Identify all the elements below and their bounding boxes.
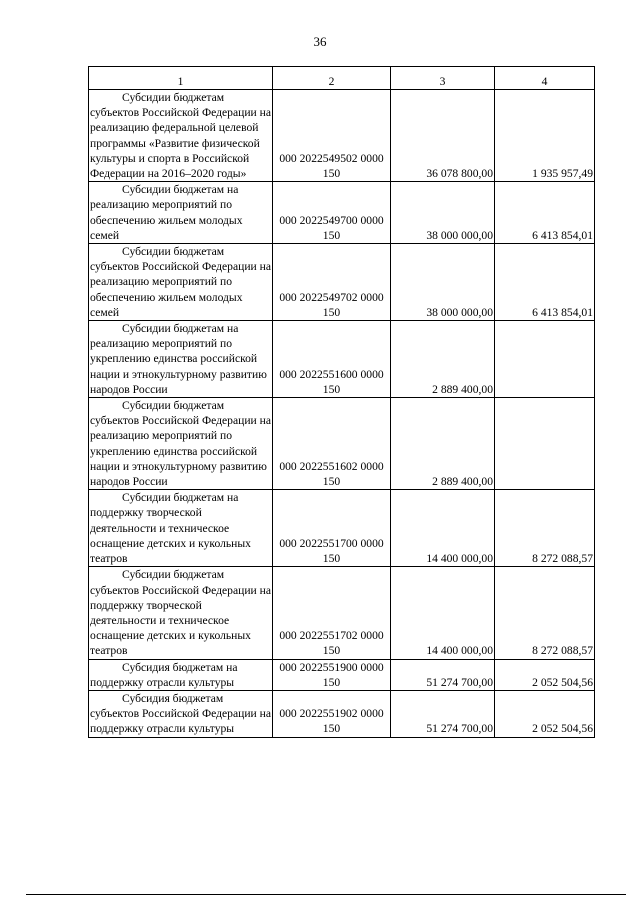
table-row	[89, 90, 595, 182]
row-code: 000 2022551702 0000 150	[273, 567, 391, 659]
row-code: 000 2022551700 0000 150	[273, 490, 391, 567]
row-code: 000 2022549702 0000 150	[273, 244, 391, 321]
row-name: Субсидии бюджетам субъектов Российской Федерации на реализацию федеральной целевой программы «Развитие физической культуры и спорта в Российской Федерации на 2016–2020 годы»	[90, 91, 271, 181]
table-row	[89, 567, 595, 659]
row-code: 000 2022551900 0000 150	[273, 659, 391, 690]
table-row	[89, 244, 595, 321]
row-planned: 51 274 700,00	[391, 659, 495, 690]
table-row	[89, 398, 595, 490]
row-planned: 2 889 400,00	[391, 321, 495, 398]
row-name: Субсидия бюджетам субъектов Российской Федерации на поддержку отрасли культуры	[90, 691, 271, 736]
row-executed: 2 052 504,56	[495, 659, 595, 690]
budget-table	[88, 66, 595, 738]
row-planned: 14 400 000,00	[391, 490, 495, 567]
column-header-3: 3	[391, 67, 495, 90]
row-name: Субсидии бюджетам субъектов Российской Федерации на реализацию мероприятий по обеспечению жильем молодых семей	[90, 245, 271, 319]
header-row	[89, 67, 595, 90]
table-row	[89, 690, 595, 737]
row-planned: 14 400 000,00	[391, 567, 495, 659]
row-code: 000 2022551902 0000 150	[273, 690, 391, 737]
row-executed: 1 935 957,49	[495, 90, 595, 182]
row-planned: 51 274 700,00	[391, 690, 495, 737]
row-executed: 8 272 088,57	[495, 490, 595, 567]
table-row	[89, 659, 595, 690]
column-header-1: 1	[89, 67, 273, 90]
row-executed	[495, 321, 595, 398]
table-header	[89, 67, 595, 90]
row-planned: 2 889 400,00	[391, 398, 495, 490]
row-name: Субсидия бюджетам на поддержку отрасли культуры	[89, 659, 273, 690]
row-executed: 6 413 854,01	[495, 182, 595, 244]
row-planned: 38 000 000,00	[391, 182, 495, 244]
row-planned: 38 000 000,00	[391, 244, 495, 321]
row-name: Субсидии бюджетам на реализацию мероприятий по укреплению единства российской нации и этнокультурному развитию народов России	[89, 321, 273, 398]
table-body	[89, 90, 595, 738]
row-code: 000 2022549502 0000 150	[273, 90, 391, 182]
column-header-2: 2	[273, 67, 391, 90]
row-executed	[495, 398, 595, 490]
row-executed: 6 413 854,01	[495, 244, 595, 321]
page-bottom-divider	[26, 894, 626, 895]
row-name: Субсидии бюджетам на поддержку творческой деятельности и техническое оснащение детских и кукольных театров	[89, 490, 273, 567]
row-code: 000 2022549700 0000 150	[273, 182, 391, 244]
table-row	[89, 321, 595, 398]
row-name: Субсидии бюджетам субъектов Российской Федерации на поддержку творческой деятельности и техническое оснащение детских и кукольных театров	[90, 568, 271, 658]
table-row	[89, 182, 595, 244]
row-code: 000 2022551600 0000 150	[273, 321, 391, 398]
page-number: 36	[313, 34, 327, 49]
row-executed: 2 052 504,56	[495, 690, 595, 737]
row-name: Субсидии бюджетам на реализацию мероприятий по обеспечению жильем молодых семей	[89, 182, 273, 244]
column-header-4: 4	[495, 67, 595, 90]
row-code: 000 2022551602 0000 150	[273, 398, 391, 490]
row-executed: 8 272 088,57	[495, 567, 595, 659]
row-name: Субсидии бюджетам субъектов Российской Федерации на реализацию мероприятий по укреплению единства российской нации и этнокультурному развитию народов России	[90, 399, 271, 489]
row-planned: 36 078 800,00	[391, 90, 495, 182]
table-row	[89, 490, 595, 567]
